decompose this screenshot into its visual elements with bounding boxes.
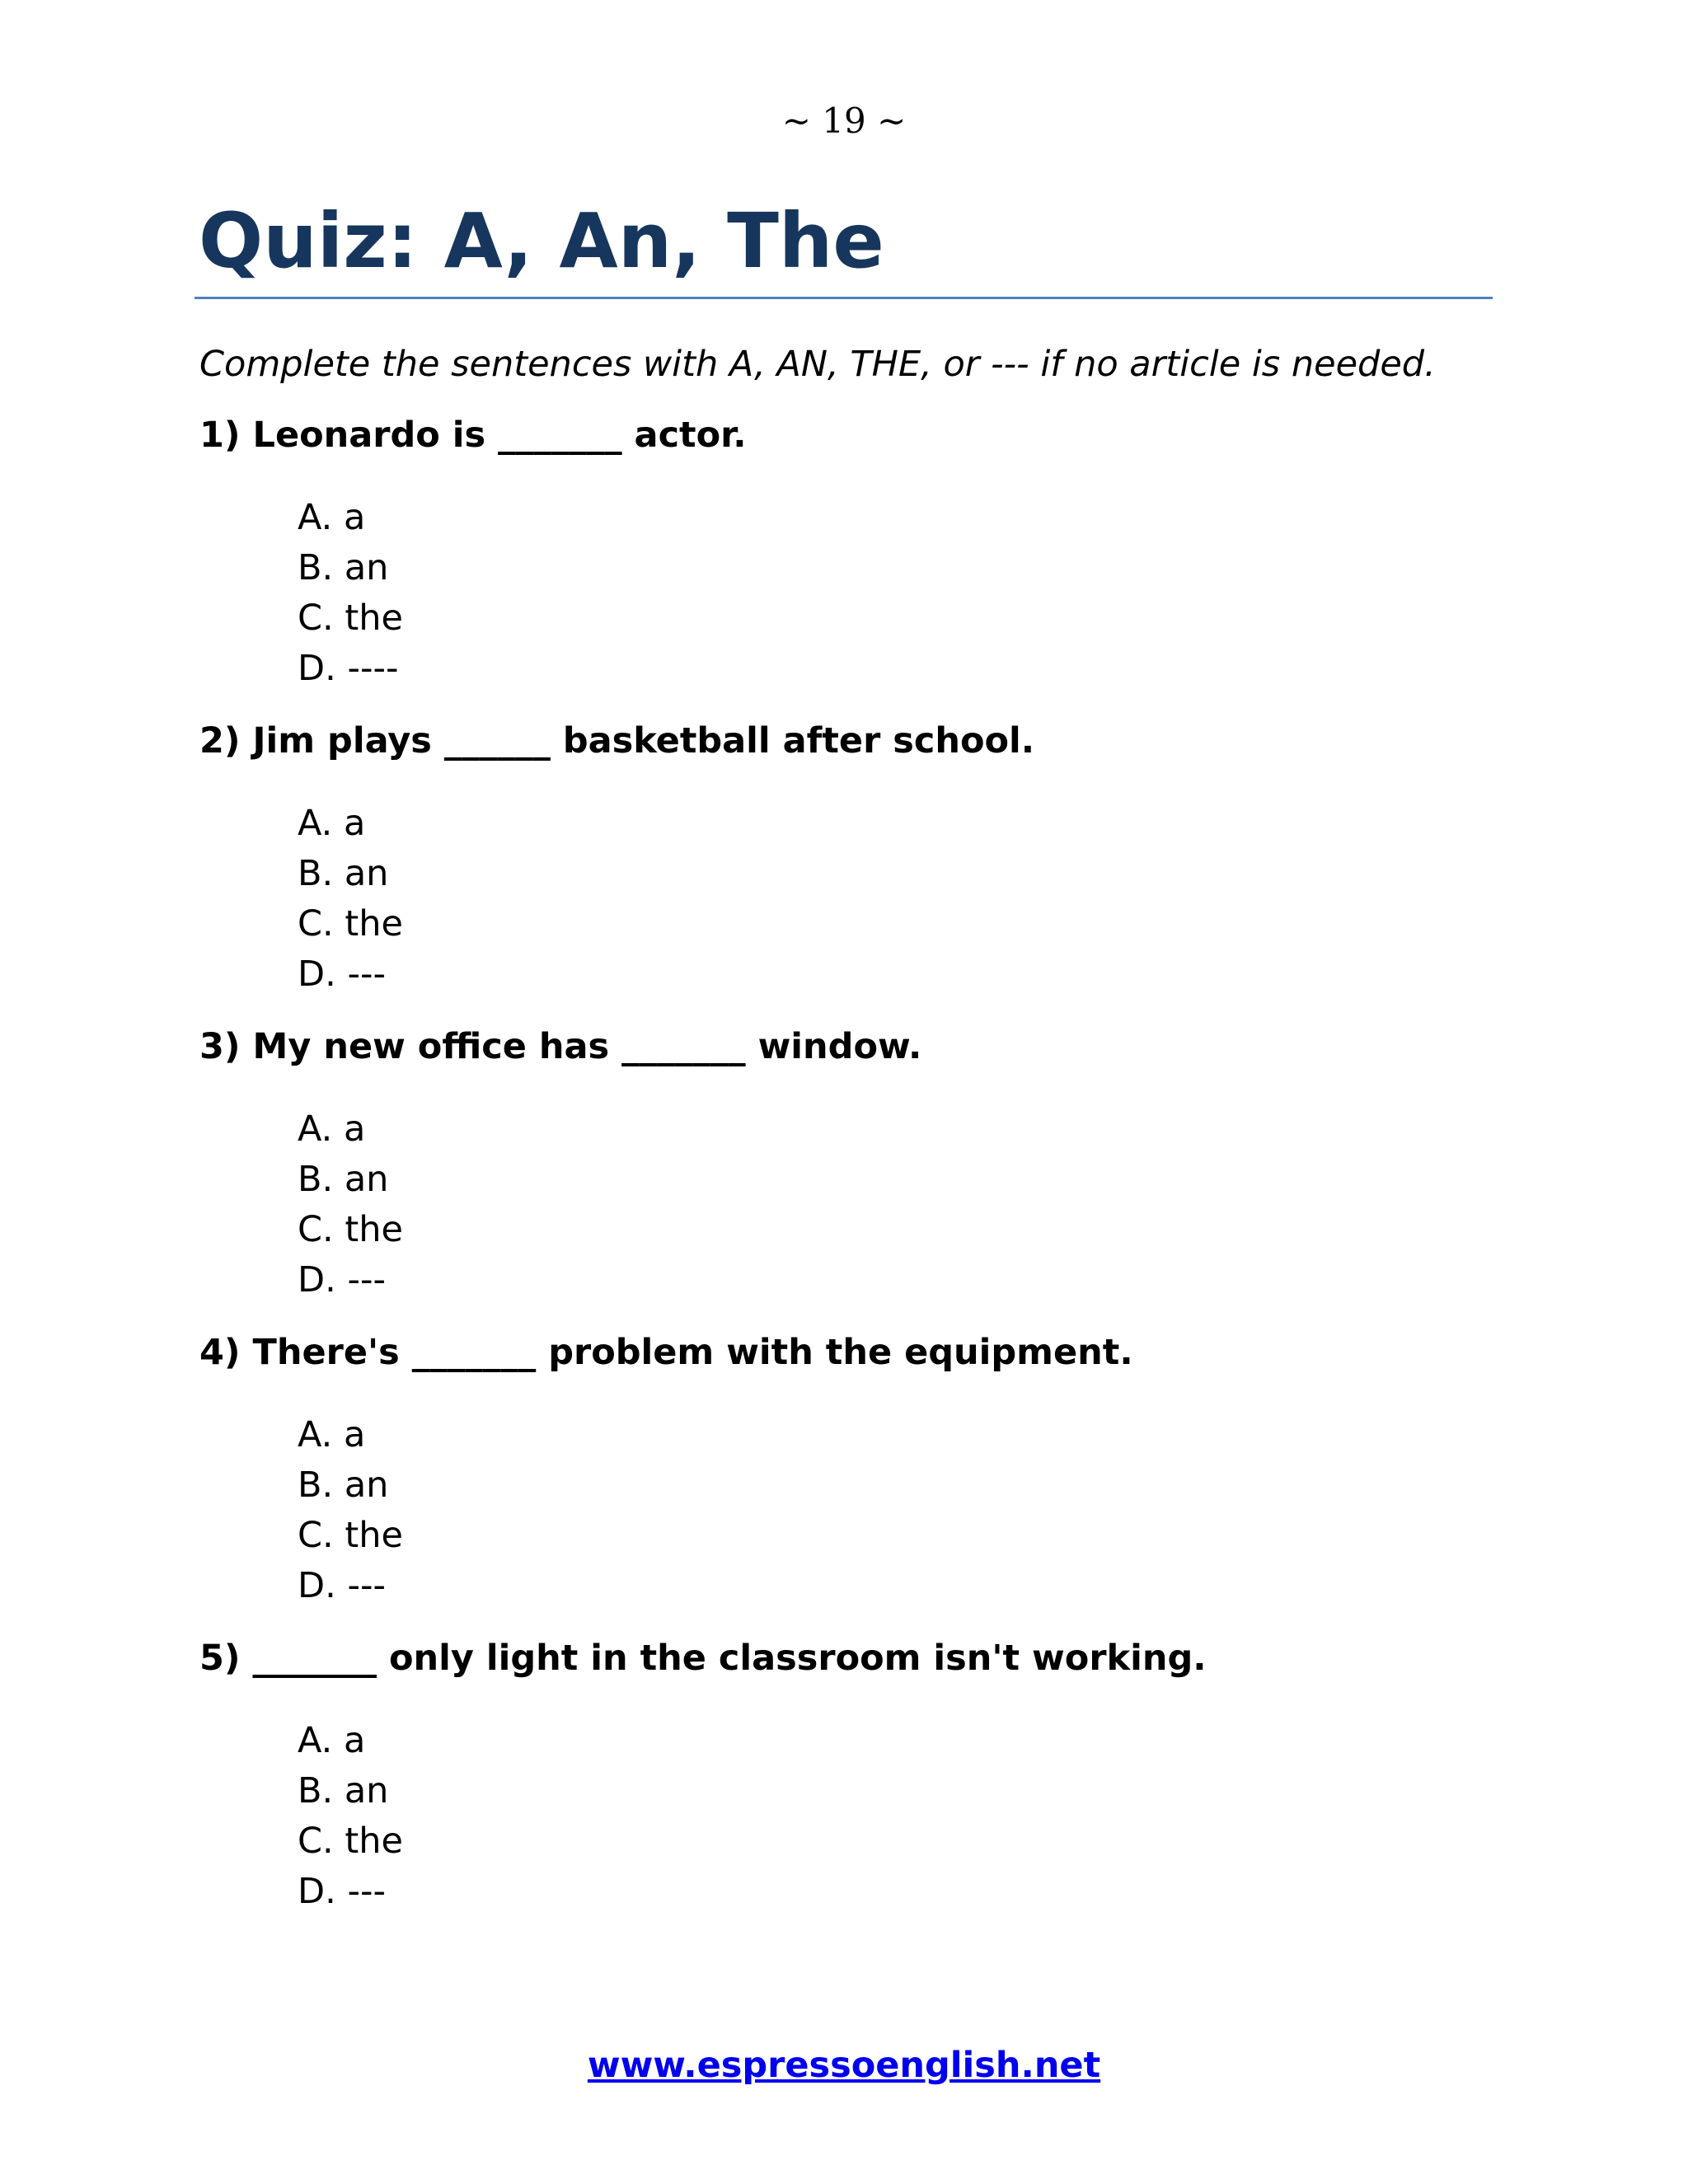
instructions: Complete the sentences with A, AN, THE, or --- if no article is needed. — [199, 344, 1436, 385]
title-divider — [195, 297, 1493, 299]
option-d: D. --- — [298, 1565, 386, 1606]
option-d: D. --- — [298, 1871, 386, 1912]
page-title: Quiz: A, An, The — [199, 197, 884, 285]
question-4: 4) There's _______ problem with the equipment. — [199, 1332, 1133, 1373]
question-5: 5) _______ only light in the classroom isn't working. — [199, 1638, 1207, 1679]
question-5-options — [298, 1716, 403, 1917]
option-c: C. the — [298, 903, 403, 944]
option-b: B. an — [298, 1770, 389, 1811]
option-c: C. the — [298, 598, 403, 639]
option-b: B. an — [298, 1159, 389, 1200]
question-2-options — [298, 799, 403, 1000]
option-c: C. the — [298, 1515, 403, 1556]
option-a: A. a — [298, 1720, 366, 1761]
question-2: 2) Jim plays ______ basketball after school. — [199, 720, 1035, 762]
option-d: D. ---- — [298, 648, 399, 689]
website-link[interactable]: www.espressoenglish.net — [587, 2045, 1101, 2086]
page-number: ~ 19 ~ — [781, 101, 907, 141]
option-b: B. an — [298, 853, 389, 894]
question-3-options — [298, 1104, 403, 1305]
option-a: A. a — [298, 1108, 366, 1150]
option-a: A. a — [298, 1414, 366, 1455]
option-a: A. a — [298, 803, 366, 844]
option-c: C. the — [298, 1821, 403, 1862]
question-4-options — [298, 1410, 403, 1611]
option-d: D. --- — [298, 954, 386, 995]
question-1-options — [298, 493, 403, 694]
option-b: B. an — [298, 1465, 389, 1506]
option-c: C. the — [298, 1209, 403, 1250]
question-1: 1) Leonardo is _______ actor. — [199, 415, 747, 456]
option-a: A. a — [298, 497, 366, 538]
option-b: B. an — [298, 547, 389, 588]
option-d: D. --- — [298, 1259, 386, 1301]
question-3: 3) My new office has _______ window. — [199, 1026, 922, 1067]
footer — [0, 2042, 1688, 2088]
